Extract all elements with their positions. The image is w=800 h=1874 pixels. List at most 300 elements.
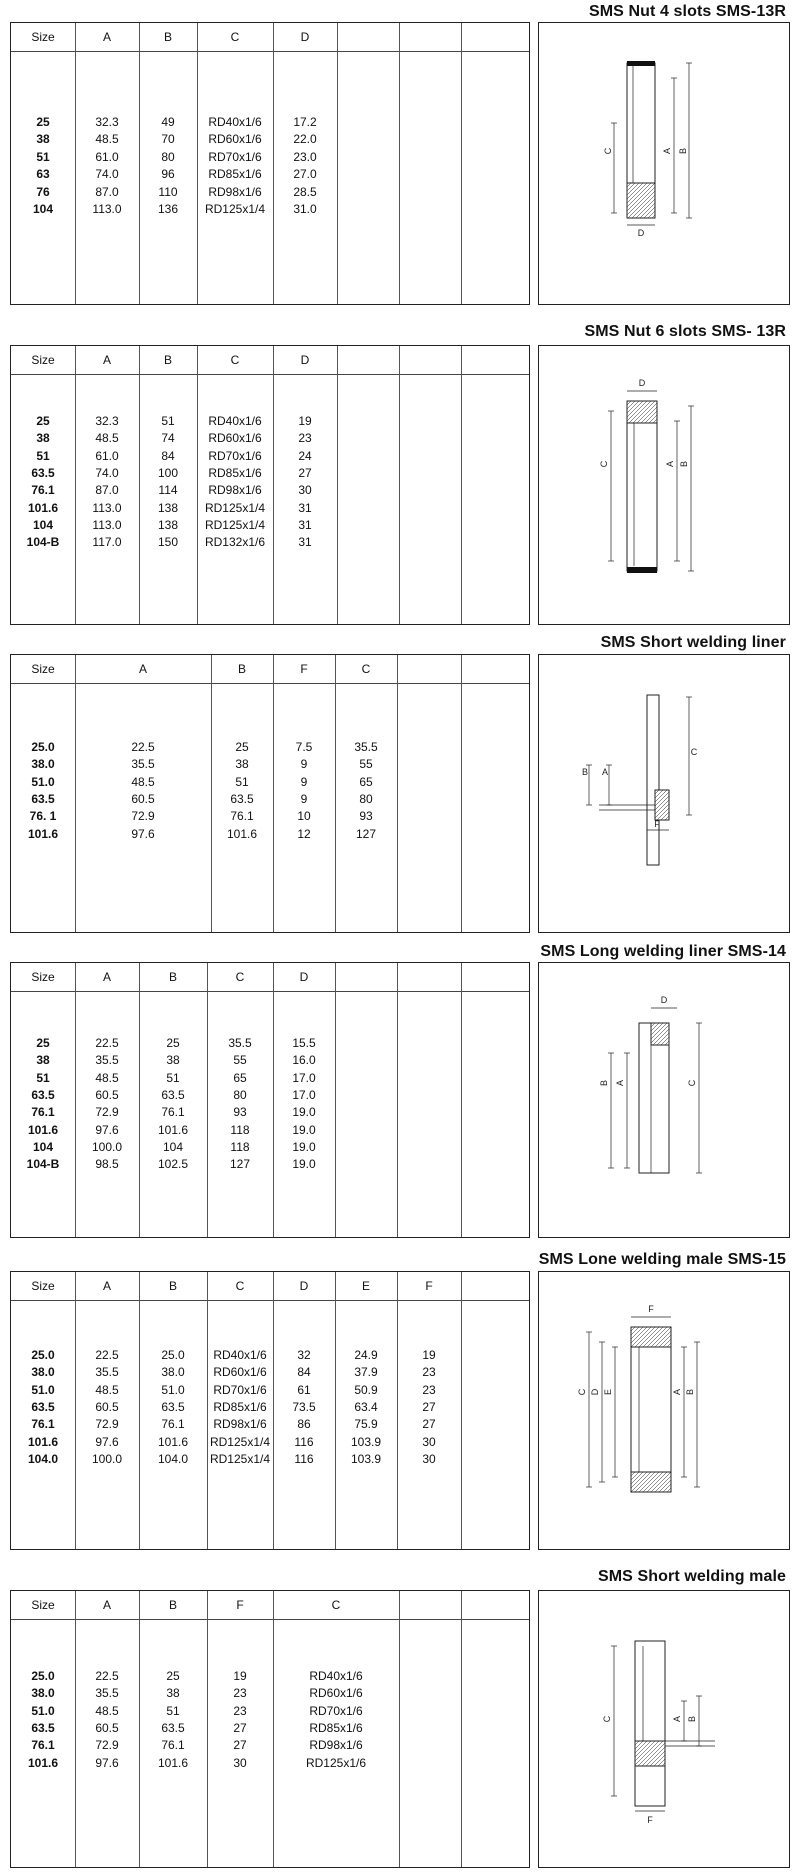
value-cell: 76.1 — [161, 1105, 185, 1120]
value-cell: RD132x1/6 — [204, 535, 266, 550]
table-row — [11, 131, 529, 148]
size-cell: 63.5 — [31, 791, 55, 806]
value-cell: 38.0 — [161, 1365, 185, 1380]
value-cell: 60.5 — [95, 1087, 119, 1102]
value-cell: 72.9 — [95, 1417, 119, 1432]
value-cell: 19.0 — [292, 1139, 316, 1154]
value-cell: 48.5 — [131, 774, 155, 789]
technical-drawing — [538, 962, 790, 1238]
drawing-svg — [539, 655, 791, 934]
size-cell: 104-B — [26, 535, 60, 550]
column-header: D — [300, 353, 310, 367]
size-cell: 25.0 — [31, 1348, 55, 1362]
size-cell: 63.5 — [31, 1399, 55, 1414]
value-cell: RD85x1/6 — [309, 1720, 363, 1735]
column-header — [461, 1272, 531, 1300]
column-header: F — [425, 1279, 433, 1293]
slot-mark — [627, 61, 655, 66]
size-cell: 101.6 — [27, 1755, 59, 1770]
column-header: Size — [31, 1598, 55, 1612]
value-cell: 118 — [230, 1122, 250, 1137]
value-cell: 22.0 — [293, 132, 317, 147]
value-cell: 51 — [235, 774, 249, 789]
value-cell: 70 — [161, 132, 175, 147]
value-cell: 48.5 — [95, 132, 119, 147]
value-cell: 35.5 — [95, 1053, 119, 1068]
value-cell: 38 — [235, 757, 249, 772]
value-cell: 98.5 — [95, 1157, 119, 1172]
value-cell: 27 — [422, 1399, 436, 1414]
section-title: SMS Long welding liner SMS-14 — [540, 943, 786, 960]
value-cell: RD98x1/6 — [208, 483, 262, 498]
dimension-label: D — [660, 995, 668, 1005]
value-cell: RD70x1/6 — [213, 1382, 267, 1397]
table-row — [11, 1052, 529, 1069]
value-cell: 19 — [298, 414, 312, 428]
value-cell: 27 — [298, 465, 312, 480]
size-cell: 38 — [36, 1053, 50, 1068]
size-cell: 76.1 — [31, 1417, 55, 1432]
value-cell: 31 — [298, 517, 312, 532]
dimension-label: F — [648, 1304, 654, 1314]
value-cell: 76.1 — [230, 809, 254, 824]
dimension-label: D — [638, 378, 646, 388]
value-cell: 7.5 — [295, 740, 313, 754]
column-header — [337, 23, 399, 51]
dimension-label: A — [615, 1079, 625, 1087]
value-cell: 63.5 — [161, 1399, 185, 1414]
size-cell: 51.0 — [31, 774, 55, 789]
value-cell: RD70x1/6 — [309, 1703, 363, 1718]
table-row — [11, 149, 529, 166]
value-cell: 101.6 — [226, 826, 258, 841]
value-cell: 30 — [298, 483, 312, 498]
table-row — [11, 774, 529, 791]
column-header: Size — [31, 353, 55, 367]
section-title: SMS Short welding liner — [600, 634, 786, 651]
value-cell: RD40x1/6 — [208, 414, 262, 428]
column-header: A — [102, 970, 111, 984]
value-cell: 65 — [233, 1070, 247, 1085]
dimension-label: A — [662, 147, 672, 155]
value-cell: RD125x1/4 — [204, 517, 266, 532]
value-cell: 16.0 — [292, 1053, 316, 1068]
value-cell: 116 — [294, 1451, 314, 1466]
size-cell: 25.0 — [31, 1669, 55, 1683]
value-cell: 35.5 — [354, 740, 378, 754]
value-cell: 27 — [233, 1738, 247, 1753]
value-cell: 51 — [161, 414, 175, 428]
value-cell: 101.6 — [157, 1434, 189, 1449]
value-cell: 97.6 — [131, 826, 155, 841]
slot-mark — [627, 567, 657, 573]
value-cell: RD98x1/6 — [208, 184, 262, 199]
value-cell: 127 — [355, 826, 377, 841]
drawing-outline — [631, 1327, 671, 1492]
section-title: SMS Nut 4 slots SMS-13R — [588, 3, 786, 20]
column-header — [461, 1591, 531, 1619]
table-row — [11, 1156, 529, 1173]
table-row — [11, 201, 529, 218]
value-cell: 104 — [162, 1139, 184, 1154]
column-header: Size — [31, 1279, 55, 1293]
value-cell: 35.5 — [95, 1686, 119, 1701]
table-row — [11, 465, 529, 482]
dimension-label: D — [590, 1388, 600, 1396]
drawing-outline — [647, 695, 659, 865]
column-header — [397, 655, 461, 683]
value-cell: 48.5 — [95, 1070, 119, 1085]
size-cell: 104-B — [26, 1157, 60, 1172]
value-cell: 27 — [233, 1720, 247, 1735]
value-cell: 72.9 — [131, 809, 155, 824]
column-header: C — [230, 353, 240, 367]
table-row — [11, 756, 529, 773]
dimension-label: E — [603, 1388, 613, 1396]
value-cell: RD85x1/6 — [208, 167, 262, 182]
value-cell: 22.5 — [95, 1669, 119, 1683]
size-cell: 104.0 — [27, 1451, 59, 1466]
table-row — [11, 1416, 529, 1433]
value-cell: 63.5 — [161, 1087, 185, 1102]
value-cell: 51 — [166, 1070, 180, 1085]
value-cell: 19.0 — [292, 1122, 316, 1137]
value-cell: RD40x1/6 — [208, 115, 262, 129]
table-row — [11, 739, 529, 756]
value-cell: 15.5 — [292, 1036, 316, 1050]
value-cell: 35.5 — [95, 1365, 119, 1380]
size-cell: 104 — [32, 202, 54, 216]
value-cell: 24.9 — [354, 1348, 378, 1362]
table-row — [11, 1364, 529, 1381]
size-cell: 63.5 — [31, 1720, 55, 1735]
column-header: A — [102, 30, 111, 44]
size-cell: 51.0 — [31, 1703, 55, 1718]
drawing-outline — [655, 790, 669, 820]
value-cell: 25 — [166, 1669, 180, 1683]
dimension-label: A — [601, 767, 609, 777]
spec-table — [10, 345, 530, 625]
column-header — [461, 963, 531, 991]
section-title: SMS Nut 6 slots SMS- 13R — [584, 323, 786, 340]
table-row — [11, 1104, 529, 1121]
table-row — [11, 1139, 529, 1156]
value-cell: 17.2 — [293, 115, 317, 129]
value-cell: 17.0 — [292, 1070, 316, 1085]
drawing-svg — [539, 346, 791, 626]
size-cell: 38.0 — [31, 1686, 55, 1701]
drawing-svg — [539, 1272, 791, 1551]
column-header: A — [102, 353, 111, 367]
size-cell: 63.5 — [31, 1087, 55, 1102]
value-cell: 27.0 — [293, 167, 317, 182]
value-cell: 100.0 — [91, 1139, 123, 1154]
table-row — [11, 430, 529, 447]
value-cell: 65 — [359, 774, 373, 789]
table-row — [11, 482, 529, 499]
value-cell: 63.5 — [230, 791, 254, 806]
table-row — [11, 1347, 529, 1364]
size-cell: 25 — [36, 115, 50, 129]
value-cell: RD70x1/6 — [208, 448, 262, 463]
value-cell: 48.5 — [95, 1382, 119, 1397]
value-cell: 74.0 — [95, 167, 119, 182]
size-cell: 38.0 — [31, 757, 55, 772]
value-cell: 32.3 — [95, 414, 119, 428]
column-header: Size — [31, 970, 55, 984]
spec-table — [10, 22, 530, 305]
value-cell: 28.5 — [293, 184, 317, 199]
value-cell: RD98x1/6 — [213, 1417, 267, 1432]
value-cell: 63.5 — [161, 1720, 185, 1735]
dimension-label: B — [678, 147, 688, 155]
table-row — [11, 1720, 529, 1737]
spec-table — [10, 962, 530, 1238]
dimension-label: B — [679, 460, 689, 468]
size-cell: 51.0 — [31, 1382, 55, 1397]
column-header: D — [299, 970, 309, 984]
value-cell: 38 — [166, 1686, 180, 1701]
size-cell: 51 — [36, 448, 50, 463]
size-cell: 76.1 — [31, 1738, 55, 1753]
value-cell: 30 — [422, 1451, 436, 1466]
value-cell: RD98x1/6 — [309, 1738, 363, 1753]
value-cell: 127 — [229, 1157, 251, 1172]
size-cell: 63 — [36, 167, 50, 182]
column-header: A — [138, 662, 147, 676]
size-cell: 63.5 — [31, 465, 55, 480]
dimension-label: A — [672, 1715, 682, 1723]
drawing-svg — [539, 23, 791, 306]
dimension-label: C — [687, 1079, 697, 1087]
value-cell: 136 — [157, 202, 179, 216]
table-row — [11, 166, 529, 183]
value-cell: 80 — [233, 1087, 247, 1102]
value-cell: 61 — [297, 1382, 311, 1397]
value-cell: 22.5 — [131, 740, 155, 754]
table-row — [11, 1668, 529, 1685]
dimension-label: B — [687, 1715, 697, 1723]
column-header — [461, 346, 531, 374]
spec-table — [10, 1590, 530, 1868]
value-cell: 60.5 — [131, 791, 155, 806]
value-cell: 31 — [298, 500, 312, 515]
column-header: B — [163, 353, 172, 367]
value-cell: 84 — [161, 448, 175, 463]
value-cell: RD125x1/4 — [209, 1434, 271, 1449]
value-cell: 50.9 — [354, 1382, 378, 1397]
value-cell: 9 — [300, 757, 308, 772]
size-cell: 76. 1 — [29, 809, 57, 824]
value-cell: 138 — [157, 500, 179, 515]
technical-drawing — [538, 1271, 790, 1550]
value-cell: 27 — [422, 1417, 436, 1432]
value-cell: 61.0 — [95, 448, 119, 463]
column-header: B — [168, 1598, 177, 1612]
dimension-label: F — [654, 819, 660, 829]
table-row — [11, 413, 529, 430]
column-header: F — [236, 1598, 244, 1612]
value-cell: 51 — [166, 1703, 180, 1718]
size-cell: 51 — [36, 1070, 50, 1085]
drawing-svg — [539, 963, 791, 1239]
size-cell: 38.0 — [31, 1365, 55, 1380]
value-cell: 87.0 — [95, 483, 119, 498]
technical-drawing — [538, 345, 790, 625]
value-cell: 25 — [235, 740, 249, 754]
value-cell: 72.9 — [95, 1738, 119, 1753]
value-cell: RD60x1/6 — [208, 132, 262, 147]
value-cell: 10 — [297, 809, 311, 824]
table-row — [11, 826, 529, 843]
section-title: SMS Short welding male — [597, 1568, 786, 1585]
section-title: SMS Lone welding male SMS-15 — [538, 1251, 786, 1268]
value-cell: 75.9 — [354, 1417, 378, 1432]
value-cell: RD60x1/6 — [213, 1365, 267, 1380]
value-cell: 150 — [157, 535, 179, 550]
table-row — [11, 1382, 529, 1399]
value-cell: 114 — [158, 483, 178, 498]
value-cell: 51.0 — [161, 1382, 185, 1397]
column-header — [461, 655, 531, 683]
technical-drawing — [538, 654, 790, 933]
column-header: B — [168, 970, 177, 984]
value-cell: RD125x1/4 — [204, 500, 266, 515]
column-header — [461, 23, 531, 51]
value-cell: 37.9 — [354, 1365, 378, 1380]
value-cell: 102.5 — [157, 1157, 189, 1172]
value-cell: 32.3 — [95, 115, 119, 129]
value-cell: 12 — [297, 826, 311, 841]
value-cell: 19.0 — [292, 1157, 316, 1172]
table-row — [11, 791, 529, 808]
column-header: A — [102, 1279, 111, 1293]
value-cell: RD125x1/4 — [209, 1451, 271, 1466]
column-header — [337, 346, 399, 374]
value-cell: 23 — [233, 1686, 247, 1701]
value-cell: 48.5 — [95, 1703, 119, 1718]
value-cell: 116 — [294, 1434, 314, 1449]
column-header: D — [300, 30, 310, 44]
size-cell: 38 — [36, 132, 50, 147]
value-cell: 74.0 — [95, 465, 119, 480]
technical-drawing — [538, 1590, 790, 1868]
value-cell: 73.5 — [292, 1399, 316, 1414]
value-cell: 49 — [161, 115, 175, 129]
value-cell: 93 — [233, 1105, 247, 1120]
size-cell: 76.1 — [31, 483, 55, 498]
value-cell: 101.6 — [157, 1122, 189, 1137]
dimension-label: B — [581, 767, 589, 777]
column-header — [399, 1591, 461, 1619]
value-cell: 55 — [359, 757, 373, 772]
value-cell: 72.9 — [95, 1105, 119, 1120]
value-cell: 110 — [158, 184, 178, 199]
value-cell: 31.0 — [293, 202, 317, 216]
drawing-outline — [627, 401, 657, 571]
value-cell: 60.5 — [95, 1720, 119, 1735]
column-header: C — [361, 662, 371, 676]
size-cell: 101.6 — [27, 500, 59, 515]
column-header: C — [331, 1598, 341, 1612]
dimension-label: C — [599, 460, 609, 468]
value-cell: 23 — [422, 1365, 436, 1380]
value-cell: 30 — [422, 1434, 436, 1449]
value-cell: RD85x1/6 — [213, 1399, 267, 1414]
value-cell: 103.9 — [350, 1451, 382, 1466]
size-cell: 101.6 — [27, 826, 59, 841]
dimension-label: C — [577, 1388, 587, 1396]
value-cell: 117.0 — [92, 535, 122, 550]
column-header: E — [361, 1279, 370, 1293]
value-cell: 86 — [297, 1417, 311, 1432]
value-cell: 84 — [297, 1365, 311, 1380]
value-cell: RD60x1/6 — [309, 1686, 363, 1701]
value-cell: 38 — [166, 1053, 180, 1068]
table-row — [11, 1703, 529, 1720]
size-cell: 101.6 — [27, 1122, 59, 1137]
value-cell: 22.5 — [95, 1036, 119, 1050]
value-cell: 31 — [298, 535, 312, 550]
value-cell: RD70x1/6 — [208, 149, 262, 164]
value-cell: 32 — [297, 1348, 311, 1362]
size-cell: 104 — [32, 517, 54, 532]
column-header: D — [299, 1279, 309, 1293]
size-cell: 25 — [36, 414, 50, 428]
size-cell: 104 — [32, 1139, 54, 1154]
dimension-label: F — [647, 1815, 653, 1825]
value-cell: 76.1 — [161, 1738, 185, 1753]
value-cell: RD40x1/6 — [213, 1348, 267, 1362]
value-cell: 76.1 — [161, 1417, 185, 1432]
column-header: B — [237, 662, 246, 676]
value-cell: 23.0 — [293, 149, 317, 164]
value-cell: 22.5 — [95, 1348, 119, 1362]
value-cell: 55 — [233, 1053, 247, 1068]
table-row — [11, 1035, 529, 1052]
drawing-svg — [539, 1591, 791, 1869]
value-cell: 118 — [230, 1139, 250, 1154]
technical-drawing — [538, 22, 790, 305]
dimension-label: A — [665, 460, 675, 468]
table-row — [11, 500, 529, 517]
table-row — [11, 184, 529, 201]
column-header: Size — [31, 30, 55, 44]
spec-table — [10, 1271, 530, 1550]
value-cell: 23 — [422, 1382, 436, 1397]
value-cell: 104.0 — [157, 1451, 189, 1466]
column-header: C — [235, 1279, 245, 1293]
value-cell: 48.5 — [95, 431, 119, 446]
value-cell: RD85x1/6 — [208, 465, 262, 480]
value-cell: 103.9 — [350, 1434, 382, 1449]
size-cell: 25.0 — [31, 740, 55, 754]
size-cell: 51 — [36, 149, 50, 164]
size-cell: 101.6 — [27, 1434, 59, 1449]
value-cell: 113.0 — [92, 517, 122, 532]
table-row — [11, 1070, 529, 1087]
dimension-label: C — [603, 147, 613, 155]
value-cell: RD125x1/4 — [204, 202, 266, 216]
column-header — [399, 346, 461, 374]
table-row — [11, 448, 529, 465]
column-header: C — [235, 970, 245, 984]
column-header: C — [230, 30, 240, 44]
value-cell: 19 — [233, 1669, 247, 1683]
value-cell: RD40x1/6 — [309, 1669, 363, 1683]
dimension-label: A — [672, 1388, 682, 1396]
value-cell: 17.0 — [292, 1087, 316, 1102]
